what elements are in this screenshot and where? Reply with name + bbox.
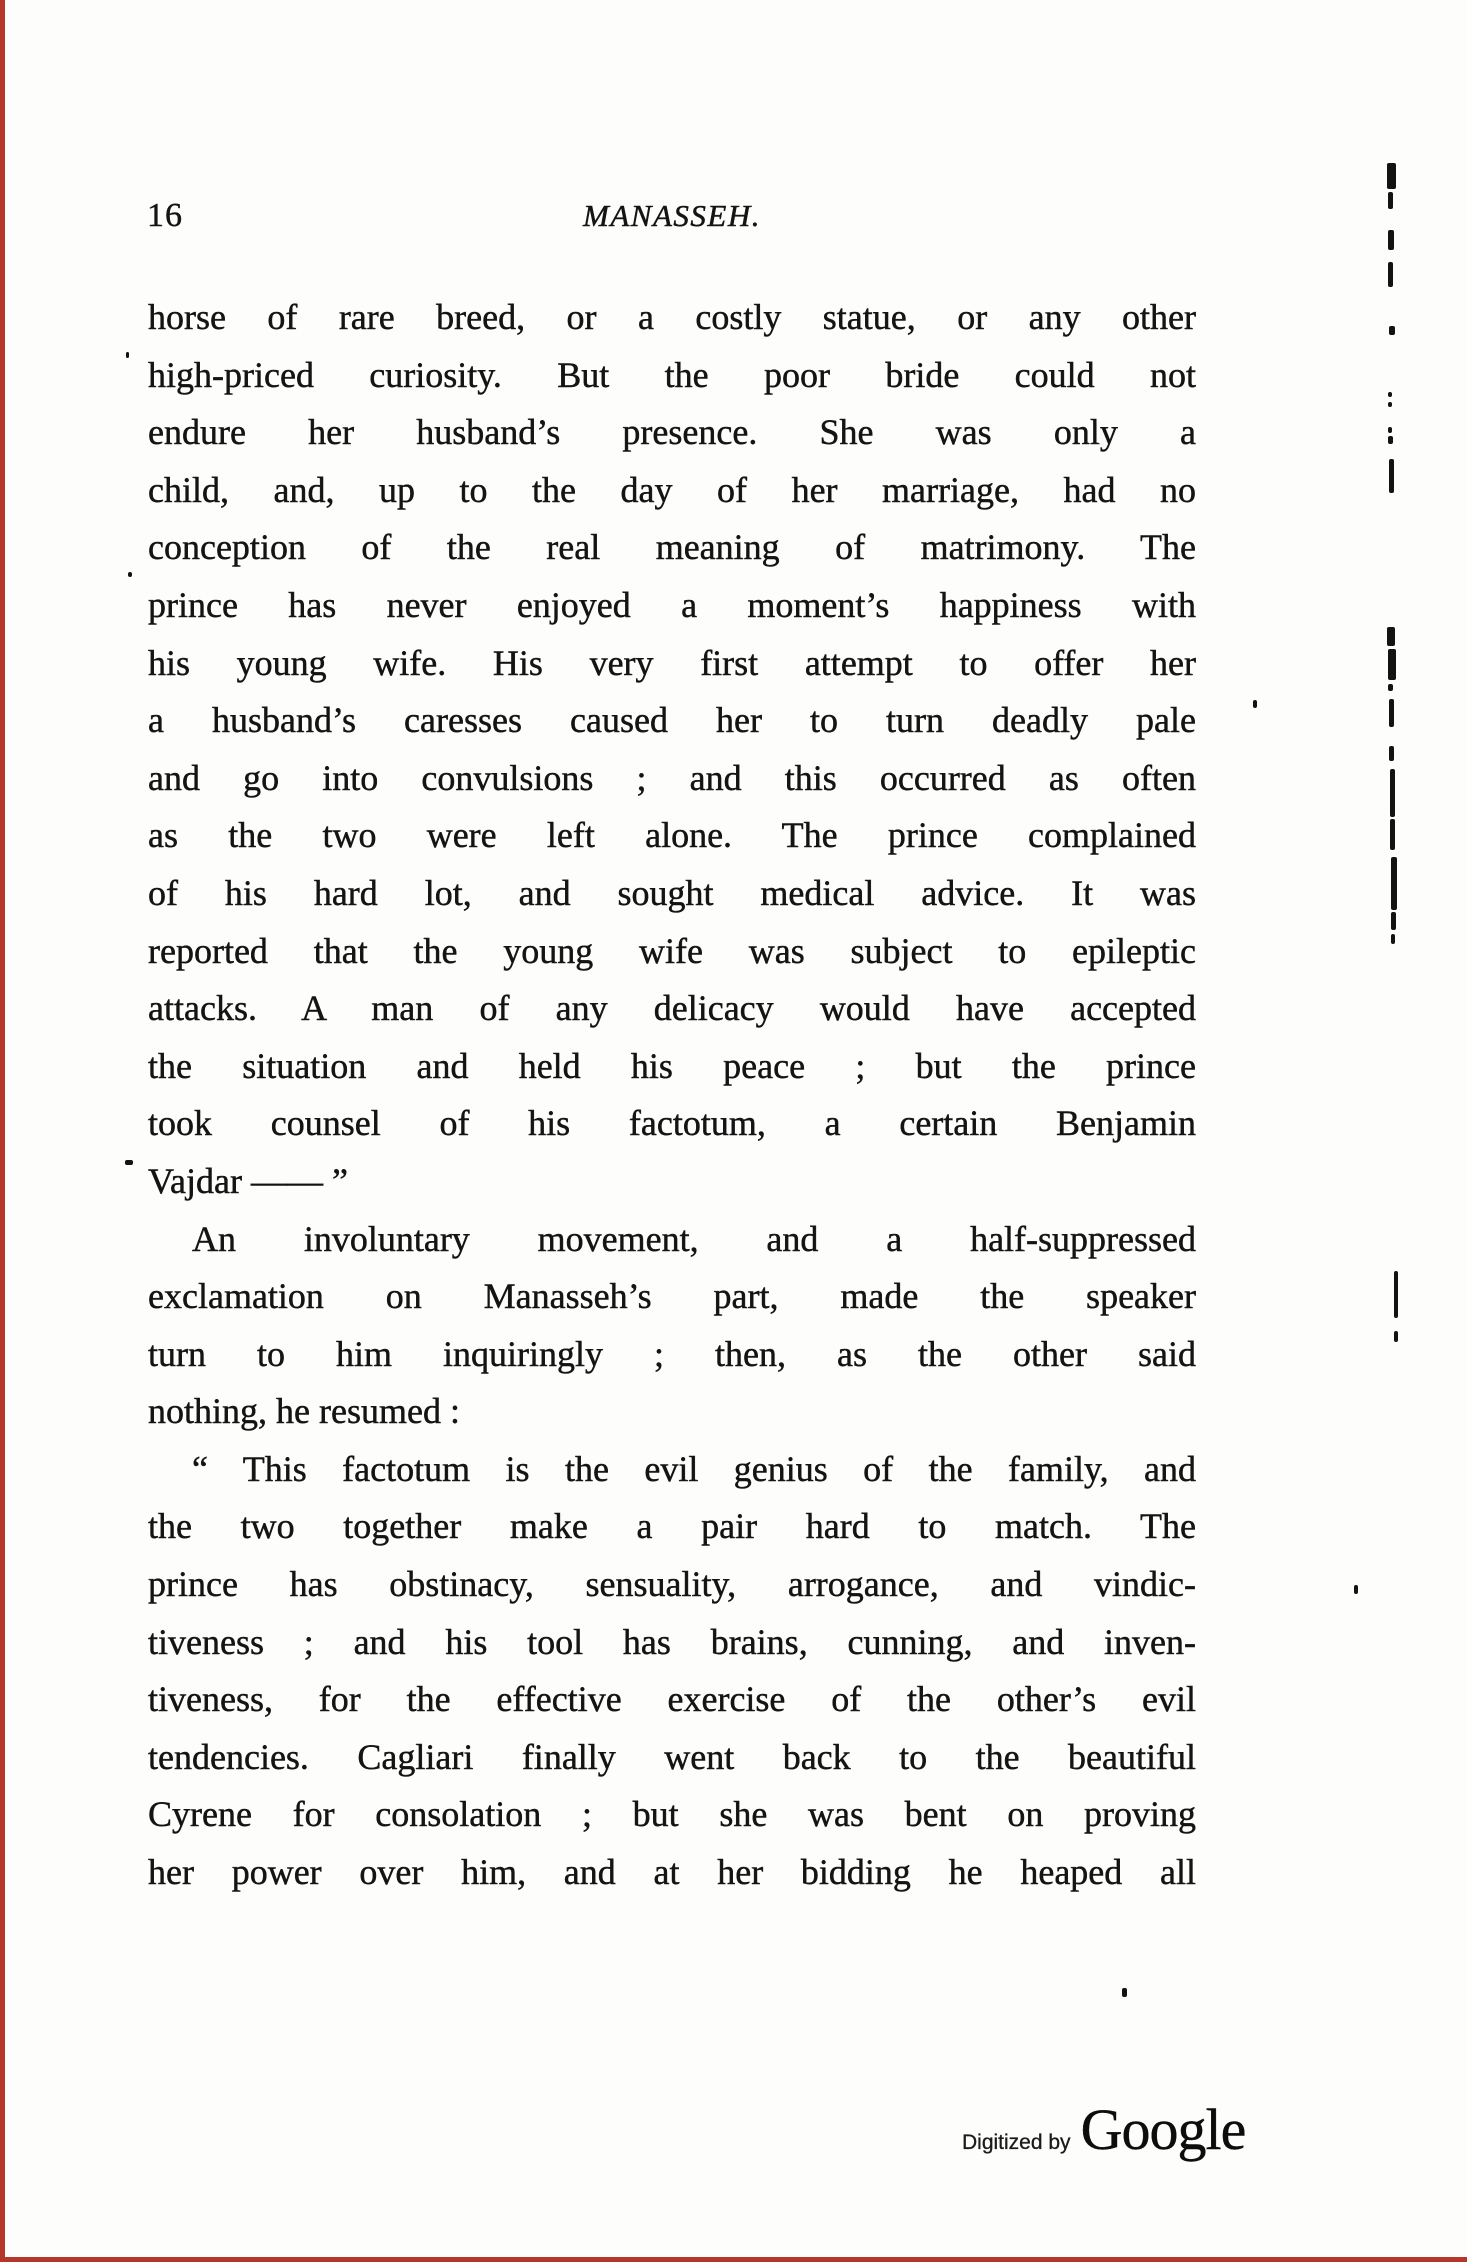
scan-speck bbox=[1122, 1988, 1127, 1997]
scan-artifact-mark bbox=[1390, 819, 1395, 850]
scan-artifact-mark bbox=[1388, 436, 1393, 444]
scan-artifact-mark bbox=[1391, 912, 1396, 930]
text-line: tiveness ; and his tool has brains, cunning, and inven- bbox=[148, 1621, 1196, 1662]
scan-artifact-mark bbox=[1388, 427, 1392, 433]
scan-speck bbox=[126, 352, 129, 358]
body-text bbox=[148, 289, 1196, 1902]
text-line: high-priced curiosity. But the poor bride could not bbox=[148, 354, 1196, 395]
text-line: horse of rare breed, or a costly statue, or any other bbox=[148, 297, 1196, 337]
scan-artifact-mark bbox=[1388, 192, 1393, 209]
scan-artifact-mark bbox=[1391, 857, 1397, 910]
scan-artifact-mark bbox=[1388, 230, 1394, 250]
text-line: attacks. A man of any delicacy would have accepted bbox=[148, 988, 1196, 1029]
scan-artifact-mark bbox=[1391, 934, 1395, 944]
text-line: of his hard lot, and sought medical advice. It was bbox=[148, 872, 1196, 913]
text-line: his young wife. His very first attempt to offer her bbox=[148, 642, 1196, 683]
text-line: Cyrene for consolation ; but she was bent on proving bbox=[148, 1794, 1196, 1835]
running-header: MANASSEH. bbox=[583, 198, 761, 233]
scan-artifact-mark bbox=[1389, 699, 1394, 727]
scan-speck bbox=[1354, 1585, 1358, 1594]
scan-speck bbox=[125, 1160, 133, 1165]
scan-artifact-mark bbox=[1388, 262, 1393, 287]
digitized-by-label: Digitized by bbox=[962, 2131, 1071, 2154]
scan-artifact-mark bbox=[1394, 1331, 1398, 1342]
text-line: turn to him inquiringly ; then, as the other said bbox=[148, 1333, 1196, 1374]
page-number: 16 bbox=[147, 197, 183, 234]
google-logo: Google bbox=[1080, 2097, 1246, 2162]
text-line: child, and, up to the day of her marriage, had no bbox=[148, 469, 1196, 510]
scan-artifact-mark bbox=[1389, 746, 1394, 761]
text-line: conception of the real meaning of matrimony. The bbox=[148, 527, 1196, 568]
text-line: tiveness, for the effective exercise of the other’s evil bbox=[148, 1679, 1196, 1720]
scan-artifact-mark bbox=[1388, 402, 1392, 407]
text-line: the situation and held his peace ; but the prince bbox=[148, 1045, 1196, 1086]
text-line: prince has obstinacy, sensuality, arrogance, and vindic- bbox=[148, 1564, 1196, 1605]
text-line: and go into convulsions ; and this occurred as often bbox=[148, 757, 1196, 798]
scan-artifact-mark bbox=[1387, 163, 1396, 189]
scan-edge-left bbox=[0, 0, 5, 2262]
digitization-credit bbox=[962, 2096, 1292, 2163]
text-line: prince has never enjoyed a moment’s happiness with bbox=[148, 584, 1196, 625]
scan-artifact-mark bbox=[1389, 459, 1394, 493]
scan-artifact-mark bbox=[1394, 1271, 1398, 1318]
scan-speck bbox=[128, 572, 132, 577]
text-line: An involuntary movement, and a half-suppressed bbox=[192, 1218, 1196, 1259]
scan-edge-bottom bbox=[0, 2257, 1467, 2262]
scan-artifact-mark bbox=[1388, 649, 1396, 680]
text-line: nothing, he resumed : bbox=[148, 1391, 460, 1432]
text-line: as the two were left alone. The prince complained bbox=[148, 815, 1196, 856]
scan-artifact-mark bbox=[1390, 769, 1395, 817]
scan-artifact-mark bbox=[1388, 684, 1393, 691]
scan-speck bbox=[1253, 700, 1257, 708]
text-line: a husband’s caresses caused her to turn deadly pale bbox=[148, 700, 1196, 741]
scan-artifact-mark bbox=[1387, 627, 1395, 646]
text-line: endure her husband’s presence. She was only a bbox=[148, 412, 1196, 453]
text-line: reported that the young wife was subject to epileptic bbox=[148, 930, 1196, 971]
text-line: exclamation on Manasseh’s part, made the speaker bbox=[148, 1276, 1196, 1317]
text-line: took counsel of his factotum, a certain Benjamin bbox=[148, 1103, 1196, 1144]
text-line: Vajdar —— ” bbox=[148, 1160, 348, 1201]
scan-artifact-mark bbox=[1389, 326, 1395, 335]
text-line: the two together make a pair hard to match. The bbox=[148, 1506, 1196, 1547]
text-line: her power over him, and at her bidding he heaped all bbox=[148, 1852, 1196, 1893]
text-line: tendencies. Cagliari finally went back to the beautiful bbox=[148, 1736, 1196, 1777]
text-line: “ This factotum is the evil genius of the family, and bbox=[192, 1448, 1196, 1489]
scan-artifact-mark bbox=[1388, 392, 1392, 397]
